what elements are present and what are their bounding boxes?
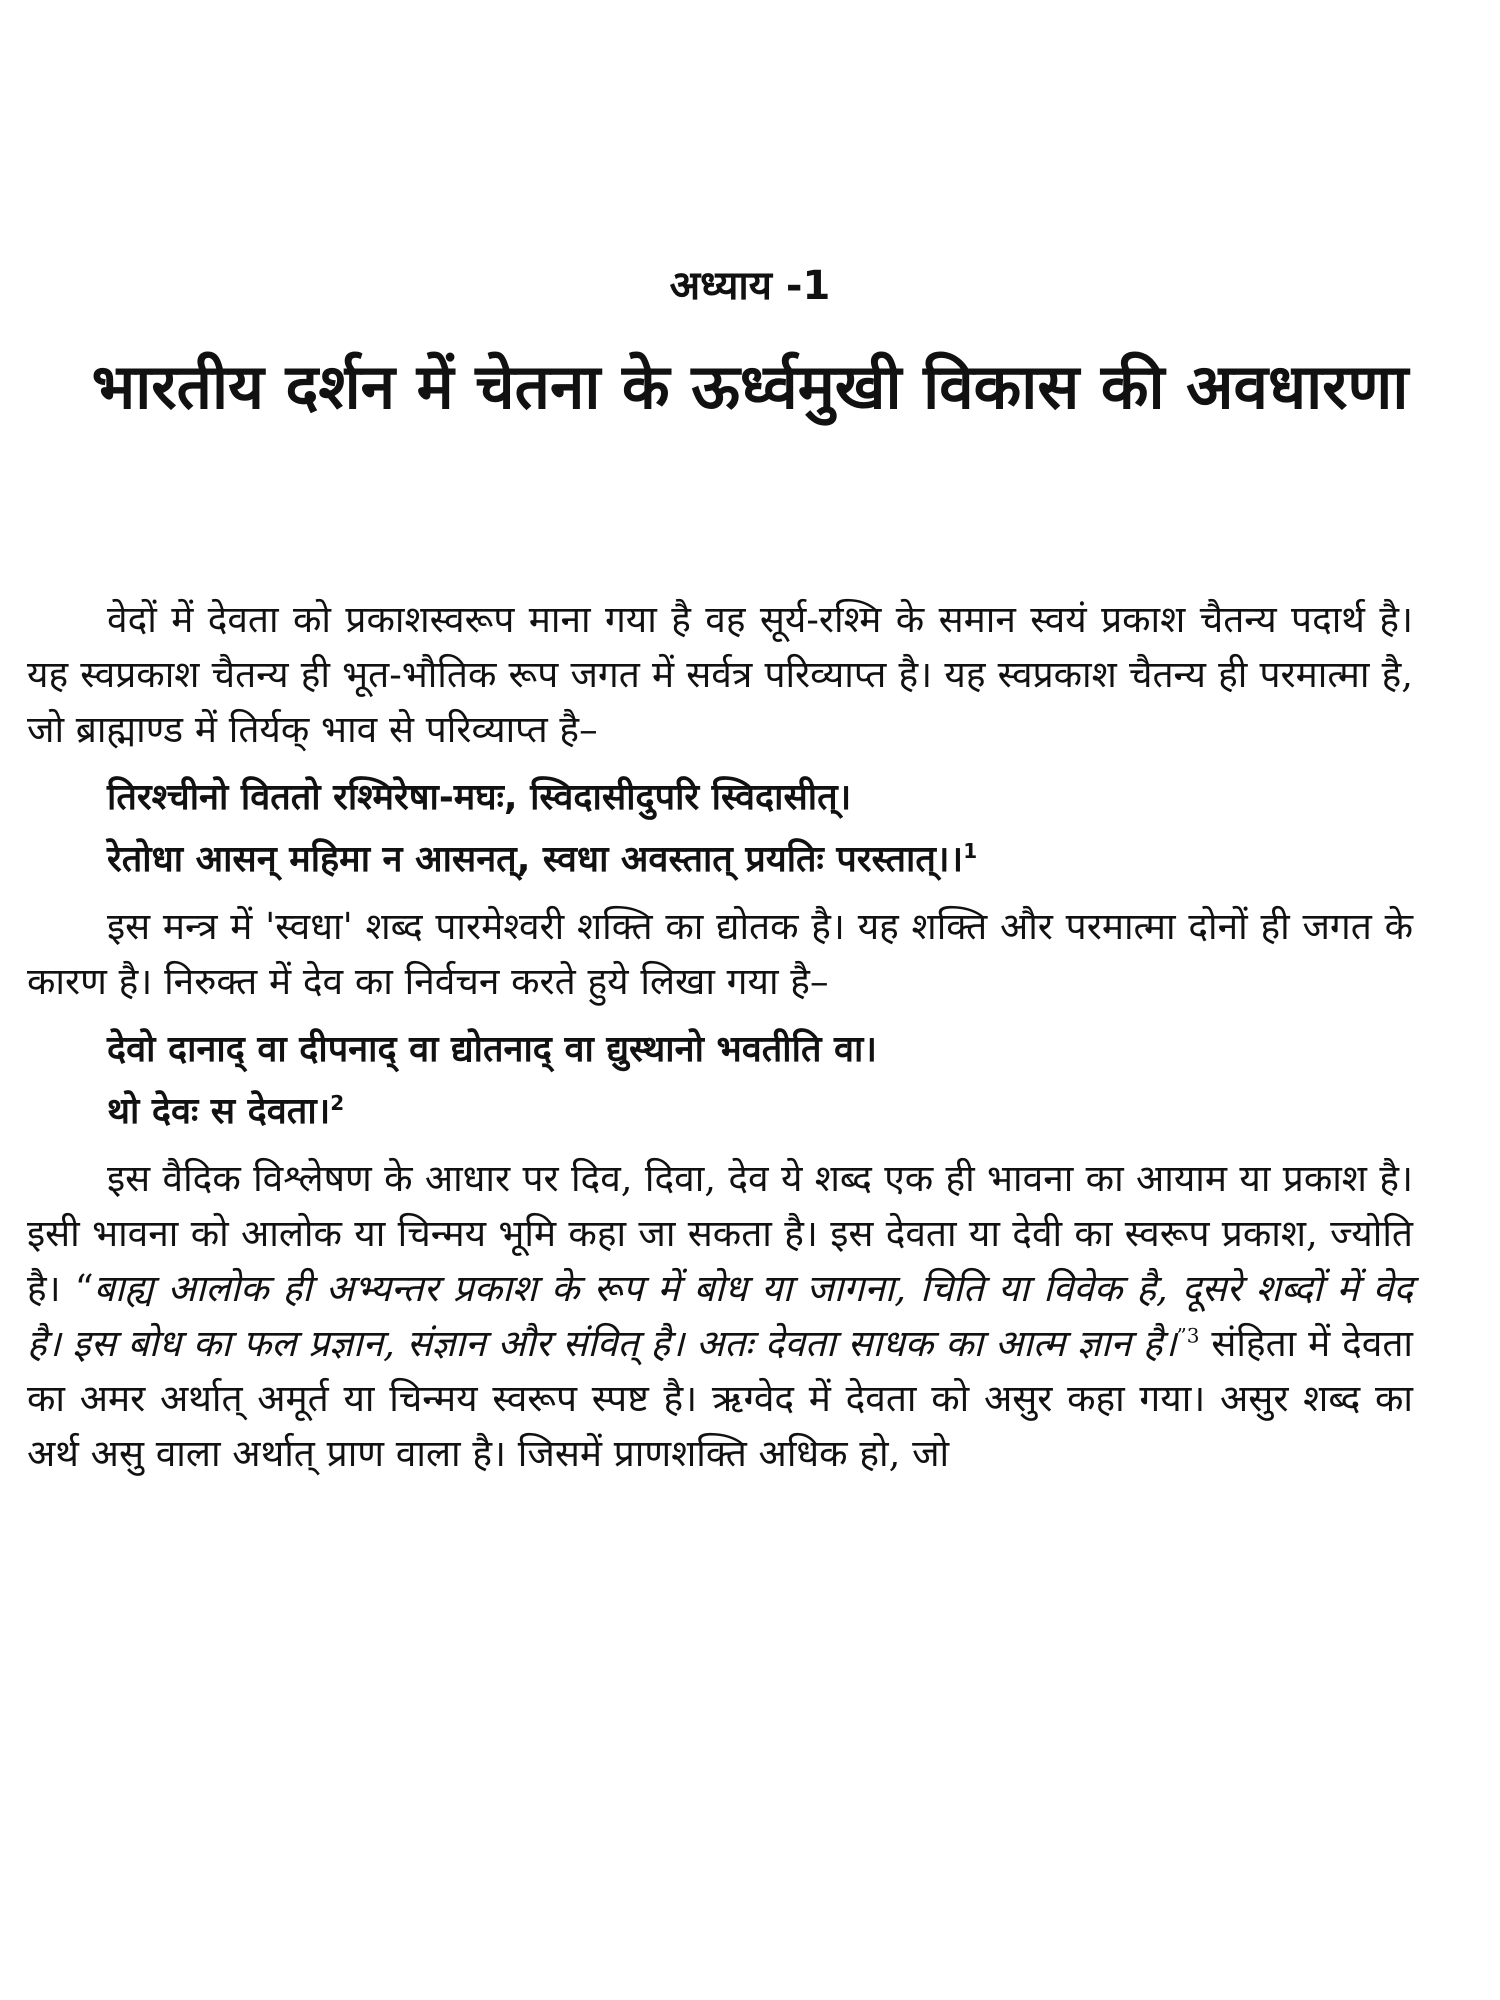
footnote-marker-3: ”3 <box>1176 1323 1200 1348</box>
verse-2-line-2 <box>107 1081 1413 1143</box>
paragraph-3-intro: इस वैदिक विश्लेषण के आधार पर दिव, दिवा, देव ये शब्द एक ही भावना का आयाम या प्रकाश है। इसी भावना को आलोक या चिन्मय भूमि कहा जा सकता है। इस देवता या देवी का स्वरूप प्रकाश, ज्योति है। “ <box>27 1157 1413 1310</box>
chapter-title: भारतीय दर्शन में चेतना के ऊर्ध्वमुखी विकास की अवधारणा <box>91 350 1409 423</box>
paragraph-3-italic-quote: बाह्य आलोक ही अभ्यन्तर प्रकाश के रूप में बोध या जागना, चिति या विवेक है, दूसरे शब्दों में वेद है। इस बोध का फल प्रज्ञान, संज्ञान और संवित् है। अतः देवता साधक का आत्म ज्ञान है। <box>27 1267 1413 1365</box>
chapter-label: अध्याय -1 <box>669 263 831 309</box>
paragraph-3 <box>27 1151 1413 1481</box>
footnote-marker-1: 1 <box>963 839 978 863</box>
body-text <box>27 592 1413 1491</box>
verse-quote-1 <box>27 767 1413 891</box>
verse-1-line-1: तिरश्चीनो विततो रश्मिरेषा-मघः, स्विदासीदुपरि स्विदासीत्। <box>107 777 852 818</box>
verse-2-line-1: देवो दानाद् वा दीपनाद् वा द्योतनाद् वा द्युस्थानो भवतीति वा। <box>107 1029 877 1070</box>
verse-quote-2 <box>27 1019 1413 1143</box>
verse-1-line-2 <box>107 829 1413 891</box>
paragraph-1: वेदों में देवता को प्रकाशस्वरूप माना गया है वह सूर्य-रश्मि के समान स्वयं प्रकाश चैतन्य पदार्थ है। यह स्वप्रकाश चैतन्य ही भूत-भौतिक रूप जगत में सर्वत्र परिव्याप्त है। यह स्वप्रकाश चैतन्य ही परमात्मा है, जो ब्राह्माण्ड में तिर्यक् भाव से परिव्याप्त है– <box>27 598 1413 751</box>
verse-2-line-2-text: थो देवः स देवता। <box>107 1091 331 1132</box>
verse-1-line-2-text: रेतोधा आसन् महिमा न आसनत्, स्वधा अवस्तात् प्रयतिः परस्तात्।। <box>107 839 964 880</box>
paragraph-2: इस मन्त्र में 'स्वधा' शब्द पारमेश्वरी शक्ति का द्योतक है। यह शक्ति और परमात्मा दोनों ही जगत के कारण है। निरुक्त में देव का निर्वचन करते हुये लिखा गया है– <box>27 905 1413 1003</box>
paragraph-3-rest: संहिता में देवता का अमर अर्थात् अमूर्त या चिन्मय स्वरूप स्पष्ट है। ऋग्वेद में देवता को असुर कहा गया। असुर शब्द का अर्थ असु वाला अर्थात् प्राण वाला है। जिसमें प्राणशक्ति अधिक हो, जो <box>27 1322 1413 1475</box>
footnote-marker-2: 2 <box>330 1091 345 1115</box>
